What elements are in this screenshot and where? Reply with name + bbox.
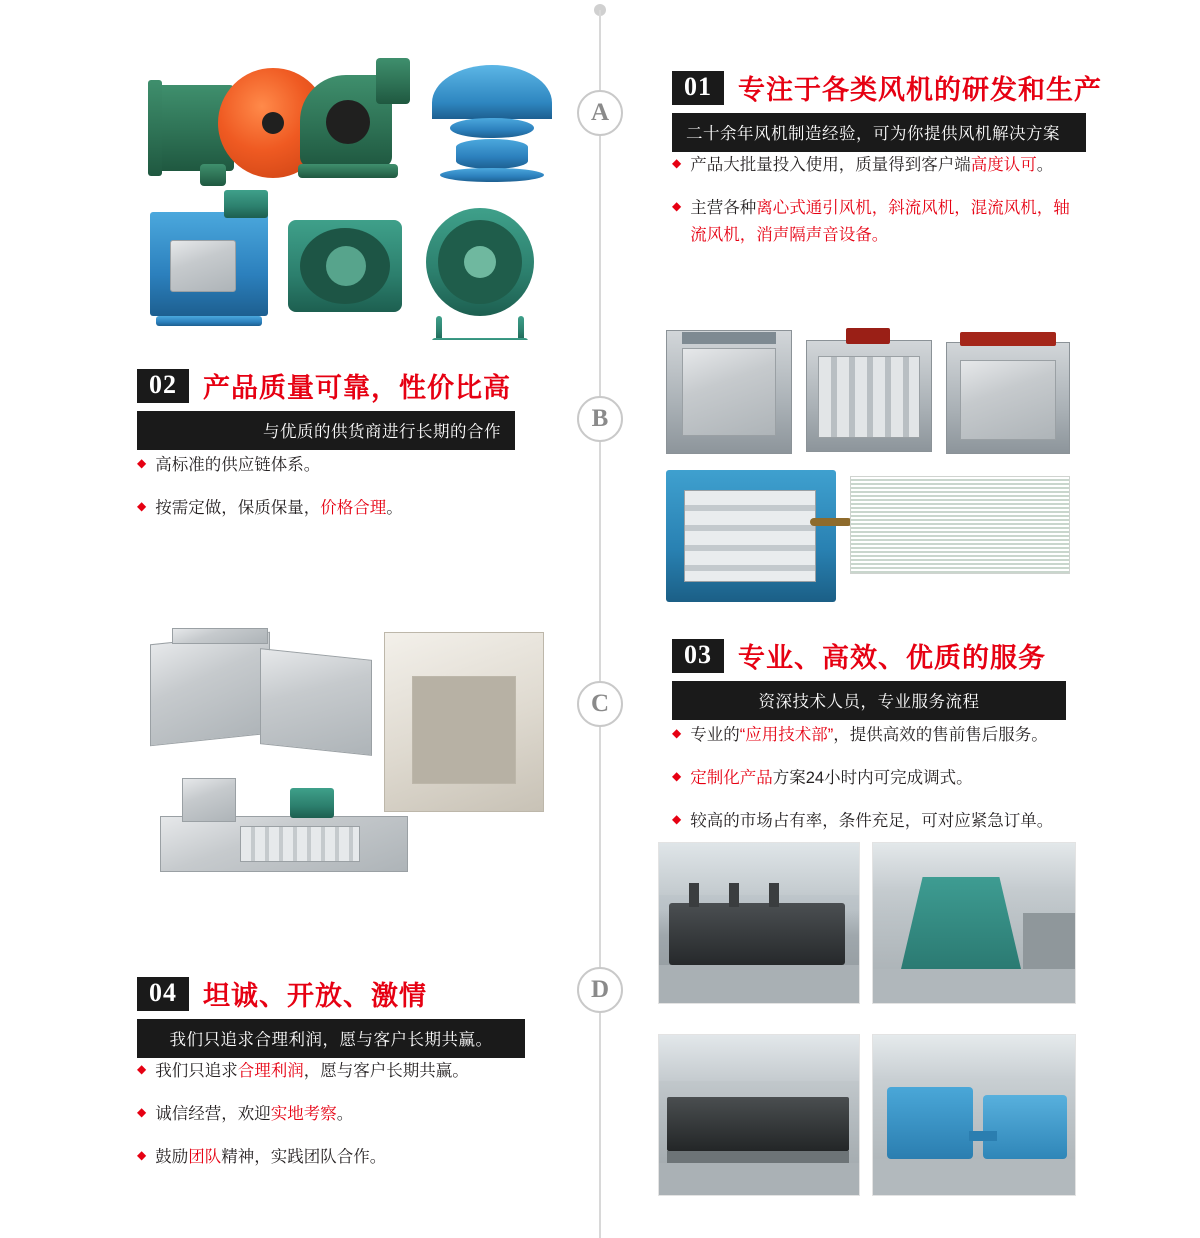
blue-damper-blades <box>684 490 816 582</box>
damper-blades-1 <box>682 348 776 436</box>
list-item-text: 按需定做，保质保量，价格合理。 <box>155 499 403 518</box>
section-subtitle-02: 与优质的供货商进行长期的合作 <box>137 411 515 450</box>
damper-actuator-3 <box>960 332 1056 346</box>
silencer-box-1 <box>150 632 270 747</box>
section-number-01: 01 <box>672 71 724 105</box>
box-fan-base <box>156 316 262 326</box>
factory-3-frame <box>667 1151 849 1163</box>
bullet-list-03 <box>672 722 1092 852</box>
roof-fan-base <box>440 168 544 182</box>
diamond-bullet-icon: ◆ <box>137 1148 147 1163</box>
section-title-02: 产品质量可靠，性价比高 <box>203 373 511 403</box>
list-item <box>672 195 1072 249</box>
factory-4-pipe <box>969 1131 997 1141</box>
factory-photo-4 <box>872 1034 1076 1196</box>
air-damper-collage <box>660 322 1076 612</box>
damper-handle-2 <box>846 328 890 344</box>
stand-fan-foot <box>432 338 528 340</box>
factory-1-tank <box>669 903 845 965</box>
list-item-text: 主营各种离心式通引风机，斜流风机，混流风机，轴流风机，消声隔声音设备。 <box>690 199 1070 245</box>
section-title-01: 专注于各类风机的研发和生产 <box>738 75 1102 105</box>
factory-photo-2 <box>872 842 1076 1004</box>
list-item-text: 专业的“应用技术部”，提供高效的售前售后服务。 <box>690 726 1048 744</box>
bullet-list-01 <box>672 152 1072 266</box>
section-title-04: 坦诚、开放、激情 <box>203 981 427 1011</box>
list-item-text: 高标准的供应链体系。 <box>155 456 321 474</box>
centrifugal-fan-outlet <box>376 58 410 104</box>
list-item-text: 诚信经营，欢迎实地考察。 <box>155 1105 354 1124</box>
damper-blades-2 <box>818 356 920 438</box>
timeline-marker-c: C <box>577 681 623 727</box>
section-subtitle-03: 资深技术人员，专业服务流程 <box>672 681 1066 720</box>
fan-product-collage <box>140 40 560 340</box>
timeline-marker-b: B <box>577 396 623 442</box>
section-title-03: 专业、高效、优质的服务 <box>738 643 1046 673</box>
diamond-bullet-icon: ◆ <box>672 156 682 170</box>
diamond-bullet-icon: ◆ <box>672 769 682 784</box>
stand-fan-leg-left <box>436 316 442 340</box>
factory-photo-3 <box>658 1034 860 1196</box>
diamond-bullet-icon: ◆ <box>672 726 682 740</box>
list-item <box>672 765 1092 792</box>
bullet-list-02 <box>137 452 537 538</box>
diamond-bullet-icon: ◆ <box>137 456 147 470</box>
section-number-02: 02 <box>137 369 189 403</box>
factory-4-blue-unit <box>887 1087 973 1159</box>
section-number-03: 03 <box>672 639 724 673</box>
diamond-bullet-icon: ◆ <box>137 1105 147 1120</box>
factory-4-blue-tank <box>983 1095 1067 1159</box>
headline-03 <box>672 636 1066 720</box>
list-item-text: 鼓励团队精神，实践团队合作。 <box>155 1148 387 1167</box>
factory-1-floor <box>659 965 860 1004</box>
factory-3-belt-filter <box>667 1097 849 1151</box>
list-item <box>672 722 1092 749</box>
factory-equipment-photo-pair-top <box>658 842 1076 1004</box>
list-item <box>137 452 537 479</box>
timeline-marker-a: A <box>577 90 623 136</box>
factory-1-pipe-b <box>729 883 739 907</box>
duct-grille-panel <box>240 826 360 862</box>
list-item <box>137 1144 537 1171</box>
headline-01-row <box>672 68 1102 107</box>
factory-1-pipe-a <box>689 883 699 907</box>
factory-3-floor <box>659 1163 860 1196</box>
list-item <box>137 1058 537 1085</box>
list-item-text: 我们只追求合理利润，愿与客户长期共赢。 <box>155 1062 469 1080</box>
roof-fan-collar <box>450 118 534 138</box>
list-item <box>672 808 1092 835</box>
timeline-marker-d: D <box>577 967 623 1013</box>
axial-fan-flange <box>148 80 162 176</box>
box-fan-inlet-panel <box>170 240 236 292</box>
duct-damper-green <box>290 788 334 818</box>
roof-fan-cap <box>432 65 552 119</box>
factory-4-floor <box>873 1159 1076 1196</box>
factory-2-equipment <box>1023 913 1075 969</box>
factory-1-pipe-c <box>769 883 779 907</box>
diamond-bullet-icon: ◆ <box>672 199 682 214</box>
list-item <box>137 1101 537 1128</box>
diamond-bullet-icon: ◆ <box>137 499 147 514</box>
factory-2-floor <box>873 969 1076 1004</box>
headline-02-row <box>137 366 515 405</box>
headline-01 <box>672 68 1102 152</box>
timeline-line <box>599 10 601 1238</box>
list-item-text: 较高的市场占有率，条件充足，可对应紧急订单。 <box>690 812 1054 831</box>
section-subtitle-04: 我们只追求合理利润，愿与客户长期共赢。 <box>137 1019 525 1058</box>
box-fan-motor <box>224 190 268 218</box>
headline-03-row <box>672 636 1066 675</box>
return-air-grille <box>850 476 1070 574</box>
blue-damper-shaft <box>810 518 852 526</box>
duct-and-silencer-collage <box>140 620 560 920</box>
axial-fan-base <box>200 164 226 186</box>
diamond-bullet-icon: ◆ <box>672 812 682 827</box>
headline-04 <box>137 974 525 1058</box>
factory-equipment-photo-pair-bottom <box>658 1034 1076 1196</box>
diamond-bullet-icon: ◆ <box>137 1062 147 1076</box>
centrifugal-fan-base <box>298 164 398 178</box>
roof-fan-body <box>456 139 528 169</box>
list-item <box>137 495 537 522</box>
stand-fan-hub <box>464 246 496 278</box>
section-number-04: 04 <box>137 977 189 1011</box>
stand-fan-leg-right <box>518 316 524 340</box>
headline-04-row <box>137 974 525 1013</box>
bullet-list-04 <box>137 1058 537 1188</box>
damper-blades-3 <box>960 360 1056 440</box>
factory-3-roof <box>659 1035 860 1081</box>
axial-fan-hub <box>262 112 284 134</box>
section-subtitle-01: 二十余年风机制造经验，可为你提供风机解决方案 <box>672 113 1086 152</box>
list-item-text: 产品大批量投入使用，质量得到客户端高度认可。 <box>690 156 1054 174</box>
list-item-text: 定制化产品方案24小时内可完成调式。 <box>690 769 973 788</box>
list-item <box>672 152 1072 179</box>
headline-02 <box>137 366 515 450</box>
silencer-flange <box>172 628 268 644</box>
duct-fan-hub <box>326 246 366 286</box>
silencer-box-2 <box>260 648 372 756</box>
factory-2-hopper <box>901 877 1021 969</box>
grp-duct-opening <box>412 676 516 784</box>
factory-4-roof <box>873 1035 1076 1079</box>
damper-actuator-1 <box>682 332 776 344</box>
factory-photo-1 <box>658 842 860 1004</box>
duct-riser-1 <box>182 778 236 822</box>
centrifugal-fan-inlet <box>326 100 370 144</box>
